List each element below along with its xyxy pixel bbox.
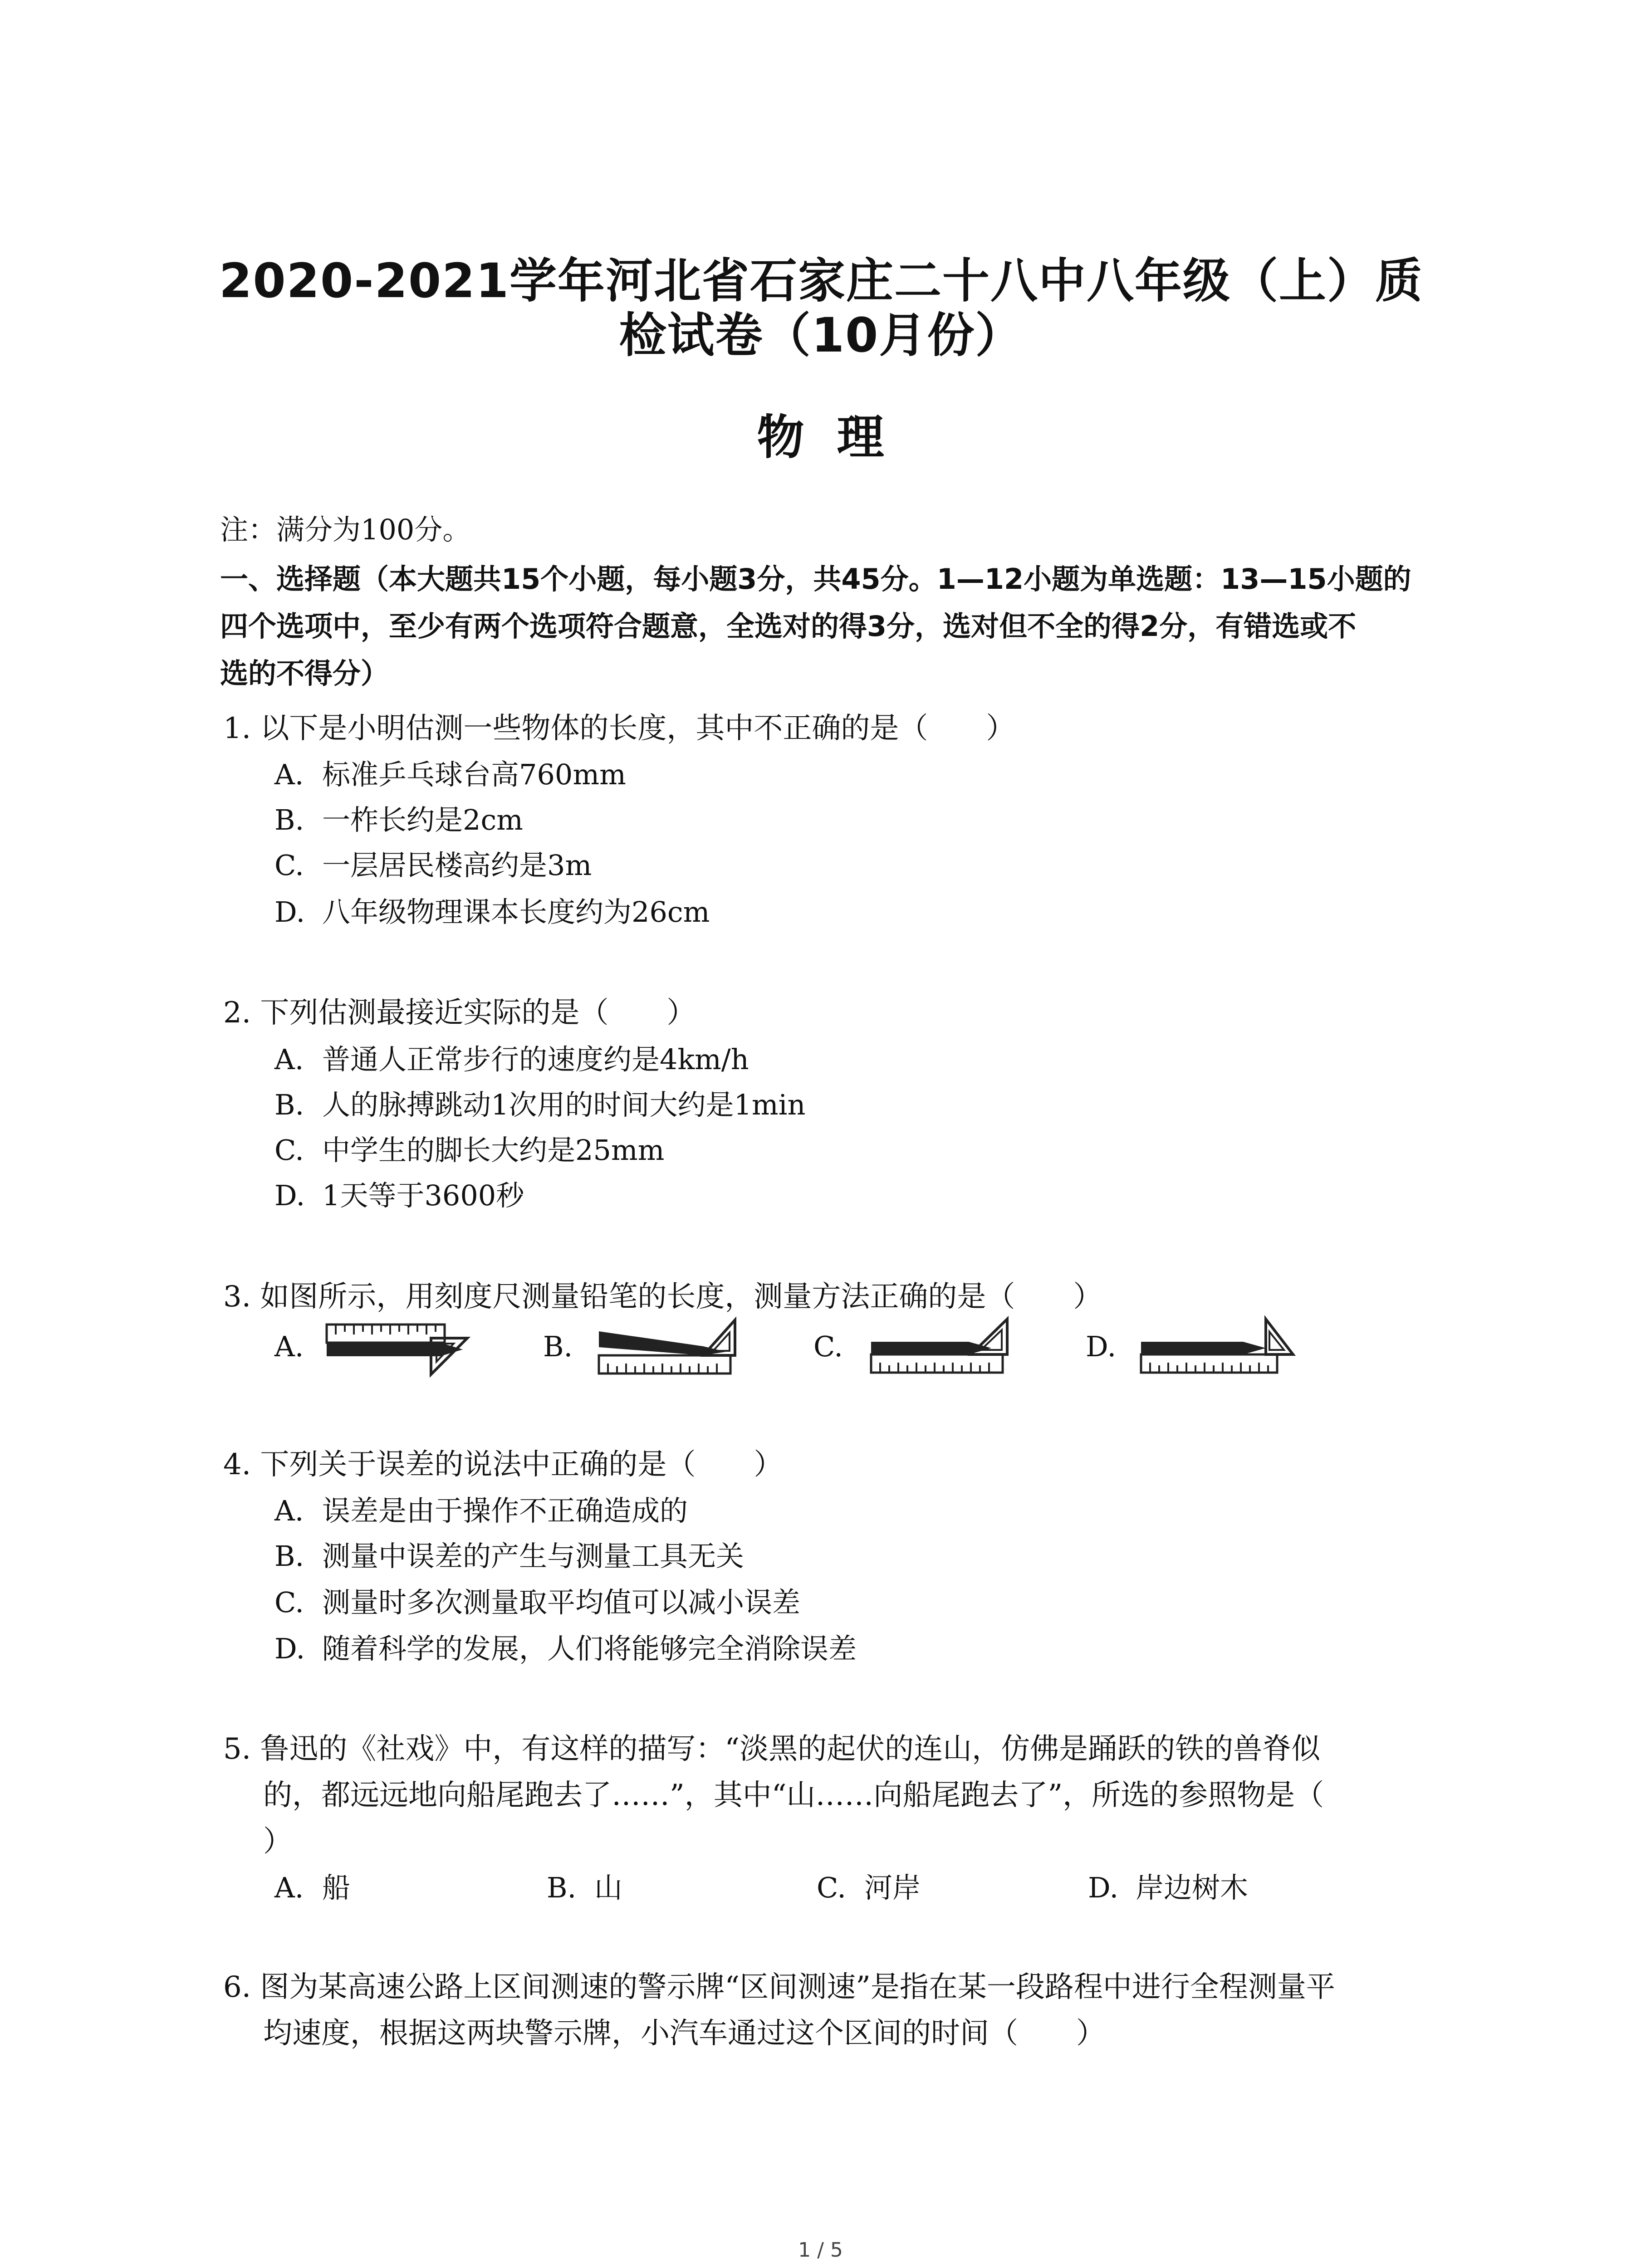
option-label: D. bbox=[274, 895, 305, 929]
ruler-diagram-a bbox=[318, 1311, 472, 1379]
option-text: 中学生的脚长大约是25mm bbox=[322, 1134, 665, 1167]
question-5-option-b bbox=[547, 1865, 622, 1911]
question-4-option-c bbox=[274, 1579, 800, 1626]
question-1-stem: 1. 以下是小明估测一些物体的长度，其中不正确的是（ ） bbox=[223, 712, 1015, 745]
question-5-stem-line-3: ） bbox=[263, 1825, 292, 1858]
exam-title-line-2: 检试卷（10月份） bbox=[619, 308, 1024, 363]
score-note: 注：满分为100分。 bbox=[220, 513, 471, 546]
ruler-diagram-b bbox=[590, 1306, 744, 1379]
option-label: B. bbox=[547, 1871, 577, 1904]
option-label: A. bbox=[274, 758, 304, 791]
option-label: D. bbox=[274, 1632, 305, 1665]
option-text: 普通人正常步行的速度约是4km/h bbox=[322, 1043, 749, 1076]
option-text: 人的脉搏跳动1次用的时间大约是1min bbox=[322, 1088, 806, 1121]
ruler-diagram-c bbox=[862, 1306, 1016, 1379]
section-instructions-line: 一、选择题（本大题共15个小题，每小题3分，共45分。1—12小题为单选题：13—15小题的 bbox=[220, 562, 1411, 596]
section-instructions bbox=[220, 556, 1454, 697]
question-5-stem: 5. 鲁迅的《社戏》中，有这样的描写：“淡黑的起伏的连山，仿佛是踊跃的铁的兽脊似 bbox=[223, 1732, 1321, 1766]
option-label: C. bbox=[274, 1586, 304, 1619]
option-text: 八年级物理课本长度约为26cm bbox=[322, 895, 710, 929]
question-2-option-b bbox=[274, 1082, 805, 1128]
option-label: C. bbox=[274, 849, 304, 882]
option-text: 标准乒乓球台高760mm bbox=[322, 758, 626, 791]
question-6-stem: 6. 图为某高速公路上区间测速的警示牌“区间测速”是指在某一段路程中进行全程测量平 bbox=[223, 1970, 1335, 2004]
section-instructions-line: 选的不得分） bbox=[220, 657, 389, 690]
question-5-stem-line-2: 的，都远远地向船尾跑去了……”，其中“山……向船尾跑去了”，所选的参照物是（ bbox=[263, 1779, 1324, 1812]
question-4-option-b bbox=[274, 1533, 744, 1579]
option-label: B. bbox=[274, 1540, 304, 1573]
question-5-option-a bbox=[274, 1865, 350, 1911]
question-2-option-a bbox=[274, 1036, 749, 1083]
question-4-stem: 4. 下列关于误差的说法中正确的是（ ） bbox=[223, 1448, 783, 1481]
question-4-option-d bbox=[274, 1626, 857, 1672]
subject-heading: 物理 bbox=[757, 410, 917, 465]
question-5-option-c bbox=[817, 1865, 921, 1911]
option-text: 一柞长约是2cm bbox=[322, 803, 523, 836]
question-3-option-b-label: B. bbox=[543, 1330, 573, 1363]
question-3-stem: 3. 如图所示，用刻度尺测量铅笔的长度，测量方法正确的是（ ） bbox=[223, 1280, 1102, 1314]
option-label: B. bbox=[274, 803, 304, 836]
exam-title-line-1: 2020-2021学年河北省石家庄二十八中八年级（上）质 bbox=[219, 253, 1424, 308]
option-text: 河岸 bbox=[864, 1871, 921, 1904]
option-text: 山 bbox=[594, 1871, 623, 1904]
question-3-option-d-label: D. bbox=[1086, 1330, 1117, 1363]
question-3-option-a-label: A. bbox=[274, 1330, 304, 1363]
question-6-stem-line-2: 均速度，根据这两块警示牌，小汽车通过这个区间的时间（ ） bbox=[263, 2017, 1105, 2050]
option-text: 测量时多次测量取平均值可以减小误差 bbox=[322, 1586, 801, 1619]
option-label: C. bbox=[274, 1134, 304, 1167]
option-label: A. bbox=[274, 1871, 304, 1904]
option-label: A. bbox=[274, 1494, 304, 1527]
question-1-option-d bbox=[274, 889, 710, 935]
option-text: 误差是由于操作不正确造成的 bbox=[322, 1494, 688, 1527]
ruler-diagram-d bbox=[1134, 1306, 1298, 1379]
option-text: 随着科学的发展，人们将能够完全消除误差 bbox=[322, 1632, 857, 1665]
option-text: 船 bbox=[322, 1871, 351, 1904]
option-text: 测量中误差的产生与测量工具无关 bbox=[322, 1540, 745, 1573]
option-label: D. bbox=[1088, 1871, 1119, 1904]
option-label: A. bbox=[274, 1043, 304, 1076]
option-label: B. bbox=[274, 1088, 304, 1121]
question-2-option-c bbox=[274, 1127, 664, 1173]
page-number: 1 / 5 bbox=[798, 2239, 843, 2262]
section-instructions-line: 四个选项中，至少有两个选项符合题意，全选对的得3分，选对但不全的得2分，有错选或不 bbox=[220, 610, 1357, 643]
option-text: 岸边树木 bbox=[1136, 1871, 1249, 1904]
question-4-option-a bbox=[274, 1488, 688, 1534]
option-label: D. bbox=[274, 1179, 305, 1212]
question-2-stem: 2. 下列估测最接近实际的是（ ） bbox=[223, 996, 696, 1030]
option-text: 一层居民楼高约是3m bbox=[322, 849, 592, 882]
question-1-option-c bbox=[274, 842, 592, 889]
question-1-option-b bbox=[274, 797, 523, 843]
question-5-option-d bbox=[1088, 1865, 1248, 1911]
option-text: 1天等于3600秒 bbox=[322, 1179, 524, 1212]
question-3-option-c-label: C. bbox=[813, 1330, 843, 1363]
question-1-option-a bbox=[274, 752, 626, 798]
question-2-option-d bbox=[274, 1173, 524, 1219]
option-label: C. bbox=[817, 1871, 846, 1904]
